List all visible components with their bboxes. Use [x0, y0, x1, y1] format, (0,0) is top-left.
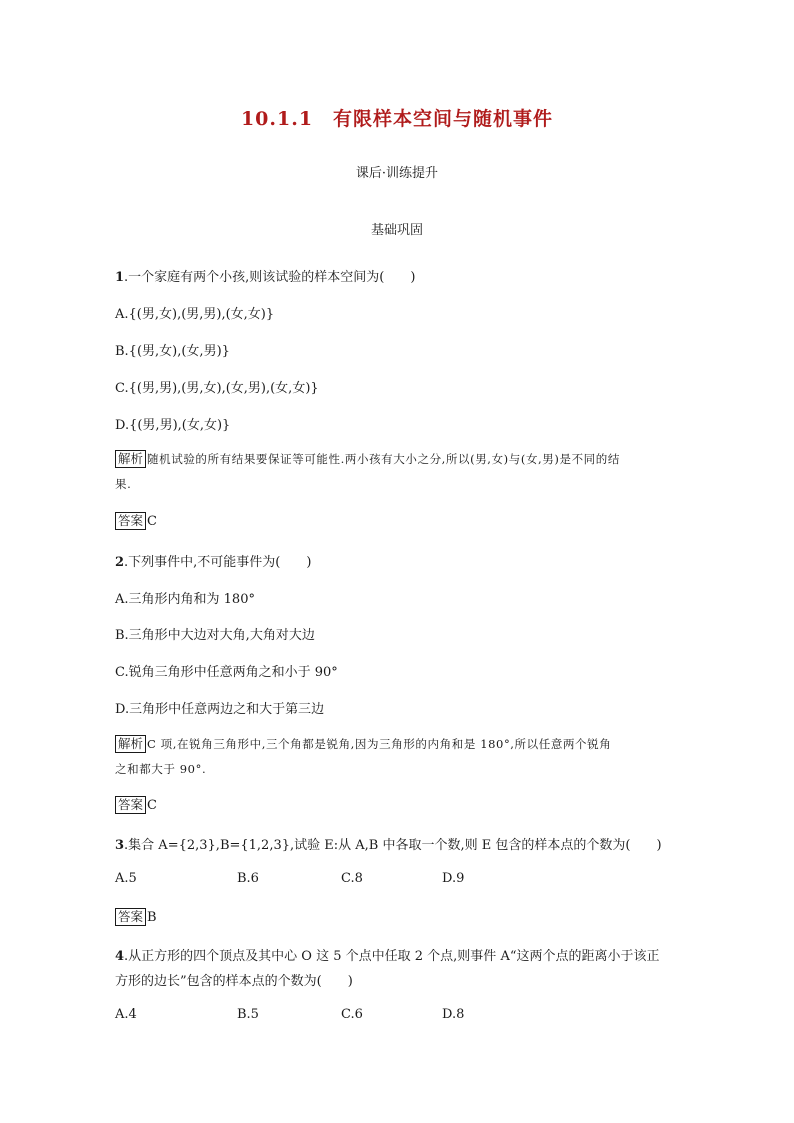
- question-4-stem-line-2: 方形的边长”包含的样本点的个数为( ): [115, 974, 353, 989]
- question-number: 1: [115, 270, 125, 285]
- q3-option-a: A.5: [115, 871, 137, 886]
- question-text: .下列事件中,不可能事件为( ): [124, 555, 312, 570]
- q1-analysis-line-1: [115, 450, 620, 468]
- page-title: 10.1.1 有限样本空间与随机事件: [240, 108, 554, 130]
- q2-answer: [115, 796, 157, 814]
- question-1-stem: [115, 266, 415, 285]
- analysis-label-box: 解析: [115, 735, 146, 753]
- q1-option-c: C.{(男,男),(男,女),(女,男),(女,女)}: [115, 381, 319, 396]
- question-text: .集合 A={2,3},B={1,2,3},试验 E:从 A,B 中各取一个数,则 E 包含的样本点的个数为( ): [124, 838, 662, 853]
- question-text: .一个家庭有两个小孩,则该试验的样本空间为( ): [124, 270, 416, 285]
- q4-option-d: D.8: [442, 1007, 465, 1022]
- answer-label-box: 答案: [115, 512, 146, 530]
- q2-option-a: A.三角形内角和为 180°: [115, 592, 255, 607]
- q4-option-a: A.4: [115, 1007, 137, 1022]
- q2-option-b: B.三角形中大边对大角,大角对大边: [115, 628, 315, 643]
- q2-option-d: D.三角形中任意两边之和大于第三边: [115, 702, 325, 717]
- q1-option-b: B.{(男,女),(女,男)}: [115, 344, 230, 359]
- q4-option-c: C.6: [341, 1007, 363, 1022]
- question-number: 3: [115, 838, 125, 853]
- page-subtitle: 课后·训练提升: [355, 166, 439, 181]
- q3-answer: [115, 908, 157, 926]
- answer-label-box: 答案: [115, 796, 146, 814]
- analysis-label-box: 解析: [115, 450, 146, 468]
- question-4-stem-line-1: [115, 945, 659, 964]
- analysis-text: C 项,在锐角三角形中,三个角都是锐角,因为三角形的内角和是 180°,所以任意两个锐角: [147, 737, 612, 751]
- q2-analysis-line-2: 之和都大于 90°.: [115, 762, 207, 776]
- q3-option-d: D.9: [442, 871, 465, 886]
- q2-analysis-line-1: [115, 735, 611, 753]
- q2-option-c: C.锐角三角形中任意两角之和小于 90°: [115, 665, 338, 680]
- q1-option-d: D.{(男,男),(女,女)}: [115, 418, 231, 433]
- q1-answer: [115, 512, 157, 530]
- q3-option-b: B.6: [237, 871, 259, 886]
- question-text: .从正方形的四个顶点及其中心 O 这 5 个点中任取 2 个点,则事件 A“这两个点的距离小于该正: [124, 949, 660, 964]
- q1-option-a: A.{(男,女),(男,男),(女,女)}: [115, 307, 275, 322]
- question-number: 4: [115, 949, 125, 964]
- answer-value: C: [147, 514, 157, 529]
- section-heading: 基础巩固: [370, 223, 423, 238]
- answer-value: B: [147, 910, 157, 925]
- q4-option-b: B.5: [237, 1007, 259, 1022]
- q1-analysis-line-2: 果.: [115, 477, 132, 491]
- answer-value: C: [147, 798, 157, 813]
- question-number: 2: [115, 555, 125, 570]
- question-2-stem: [115, 551, 311, 570]
- analysis-text: 随机试验的所有结果要保证等可能性.两小孩有大小之分,所以(男,女)与(女,男)是不同的结: [147, 452, 620, 466]
- q3-option-c: C.8: [341, 871, 363, 886]
- question-3-stem: [115, 834, 662, 853]
- answer-label-box: 答案: [115, 908, 146, 926]
